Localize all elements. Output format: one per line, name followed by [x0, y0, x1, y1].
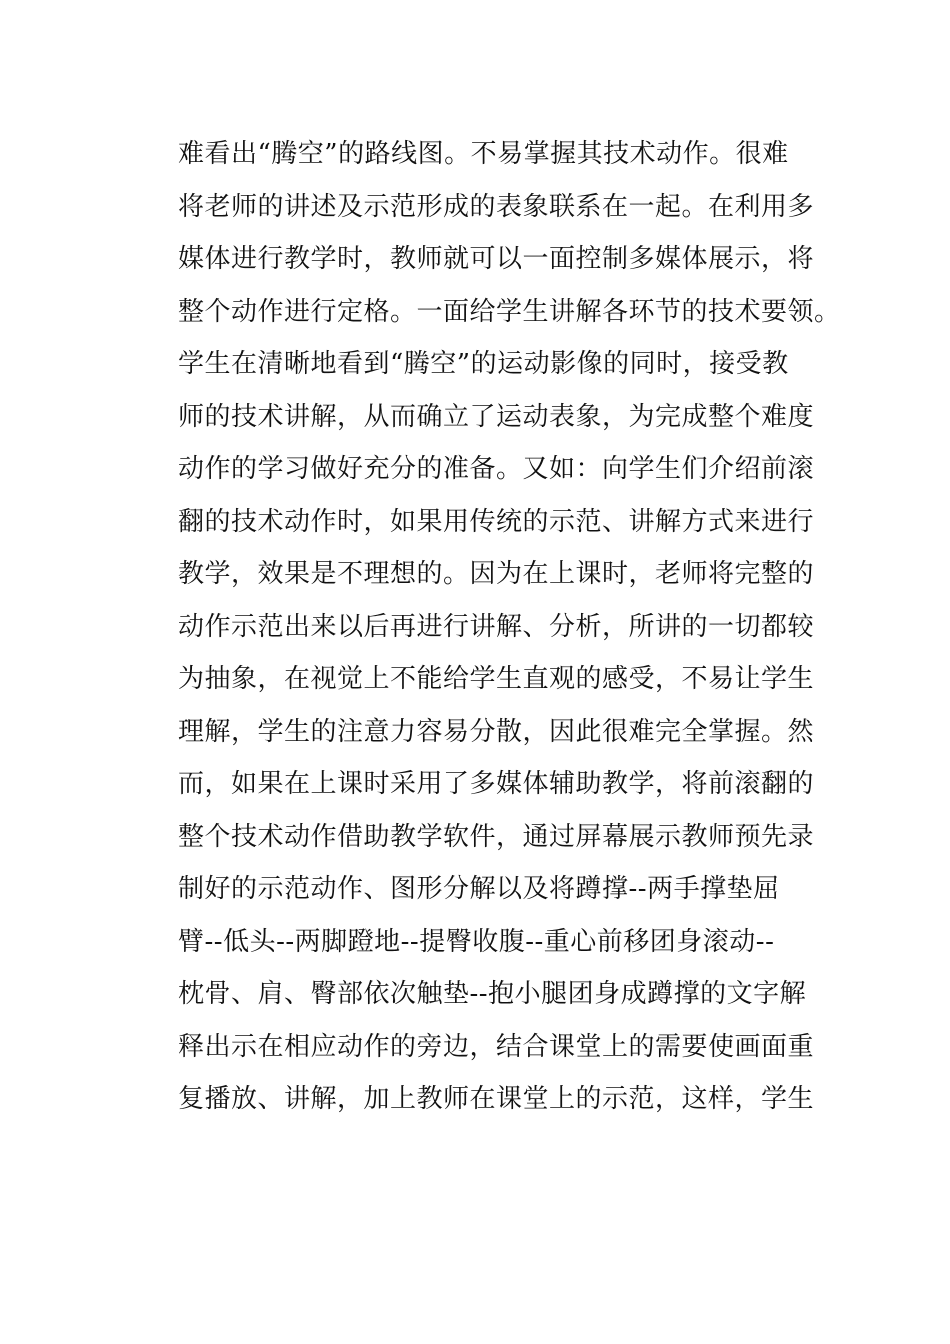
text-line: 而，如果在上课时采用了多媒体辅助教学，将前滚翻的 — [178, 769, 815, 799]
text-line: 教学，效果是不理想的。因为在上课时，老师将完整的 — [178, 559, 815, 589]
text-line: 师的技术讲解，从而确立了运动表象，为完成整个难度 — [178, 401, 815, 432]
text-line: 释出示在相应动作的旁边，结合课堂上的需要使画面重 — [178, 1031, 815, 1062]
text-line: 枕骨、肩、臀部依次触垫--抱小腿团身成蹲撑的文字解 — [178, 979, 807, 1009]
text-line: 制好的示范动作、图形分解以及将蹲撑--两手撑垫屈 — [178, 874, 780, 904]
text-line: 动作示范出来以后再进行讲解、分析，所讲的一切都较 — [178, 611, 815, 642]
text-line: 臂--低头--两脚蹬地--提臀收腹--重心前移团身滚动-- — [178, 926, 775, 957]
text-line: 整个动作进行定格。一面给学生讲解各环节的技术要领。 — [178, 296, 841, 327]
text-line: 学生在清晰地看到“腾空”的运动影像的同时，接受教 — [178, 349, 789, 379]
text-line: 整个技术动作借助教学软件，通过屏幕展示教师预先录 — [178, 821, 815, 852]
text-line: 媒体进行教学时，教师就可以一面控制多媒体展示，将 — [178, 244, 815, 274]
text-line: 复播放、讲解，加上教师在课堂上的示范，这样，学生 — [178, 1084, 815, 1114]
text-line: 翻的技术动作时，如果用传统的示范、讲解方式来进行 — [178, 506, 815, 537]
text-line: 动作的学习做好充分的准备。又如：向学生们介绍前滚 — [178, 454, 815, 484]
text-line: 将老师的讲述及示范形成的表象联系在一起。在利用多 — [178, 191, 815, 222]
text-line: 理解，学生的注意力容易分散，因此很难完全掌握。然 — [178, 716, 815, 747]
text-line: 难看出“腾空”的路线图。不易掌握其技术动作。很难 — [178, 139, 789, 169]
body-paragraph — [178, 128, 841, 1126]
text-line: 为抽象，在视觉上不能给学生直观的感受，不易让学生 — [178, 664, 815, 694]
